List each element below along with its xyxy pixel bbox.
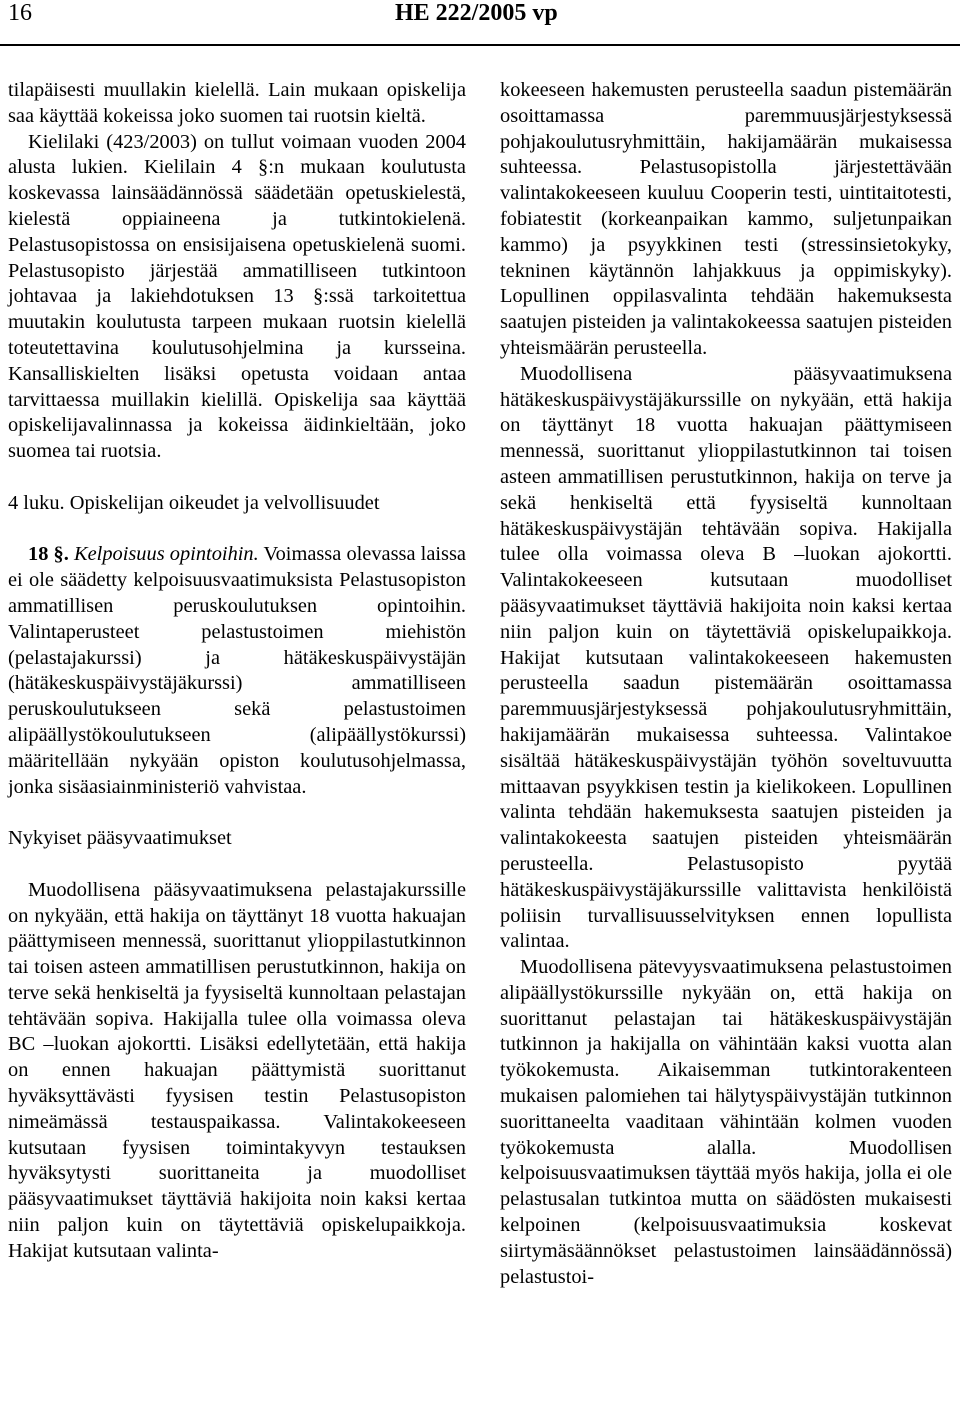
- paragraph: Muodollisena pätevyysvaatimuksena pelastustoimen alipäällystökurssille nykyään on, että hakija on suorittanut pelastajan tai hätäkeskuspäivystäjän tutkinnon ja hakijalla on vähintään kaksi vuotta alan työkokemusta. Aikaisemman tutkintorakenteen mukaisen palomiehen tai hälytyspäivystäjän tutkinnon suorittaneelta vaaditaan vähintään kolmen vuoden työkokemusta alalla. Muodollisen kelpoisuusvaatimuksen täyttää myös hakija, jolla ei ole pelastusalan tutkintoa mutta on säädösten mukaisesti kelpoinen (kelpoisuusvaatimuksia koskevat siirtymäsäännökset pelastustoimen lainsäädännössä) pelastustoi-: [500, 956, 952, 1288]
- left-column: [8, 78, 466, 1265]
- paragraph: tilapäisesti muullakin kielellä. Lain mukaan opiskelija saa käyttää kokeissa joko suomen tai ruotsin kieltä.: [8, 79, 466, 127]
- section-title: Kelpoisuus opintoihin.: [74, 543, 259, 566]
- paragraph: Muodollisena pääsyvaatimuksena pelastajakurssille on nykyään, että hakija on täyttänyt 18 vuotta hakuajan päättymiseen mennessä, suorittanut ylioppilastutkinnon tai toisen asteen ammatillisen perustutkinnon, hakija on terve sekä henkiseltä ja fyysiseltä kunnoltaan pelastajan tehtävään sopiva. Hakijalla tulee olla voimassa oleva BC –luokan ajokortti. Lisäksi edellytetään, että hakija on ennen hakuajan päättymistä suorittanut hyväksyttävästi fyysisen testin Pelastusopiston nimeämässä testauspaikassa. Valintakokeeseen kutsutaan fyysisen toimintakyvyn testauksen hyväksytysti suorittaneita ja muodolliset pääsyvaatimukset täyttäviä hakijoita noin kaksi kertaa niin paljon kuin on täytettäviä opiskelupaikkoja. Hakijat kutsutaan valinta-: [8, 878, 466, 1262]
- section-number: 18 §.: [28, 543, 69, 566]
- running-head: HE 222/2005 vp: [395, 0, 558, 26]
- paragraph: Muodollisena pääsyvaatimuksena hätäkeskuspäivystäjäkurssille on nykyään, että hakija on täyttänyt 18 vuotta hakuajan päättymiseen mennessä, suorittanut ylioppilastutkinnon tai toisen asteen ammatillisen perustutkinnon, hakija on terve ja sekä henkiseltä että fyysiseltä kunnoltaan hätäkeskuspäivystäjän tehtävään sopiva. Hakijalla tulee olla voimassa oleva B –luokan ajokortti. Valintakokeeseen kutsutaan muodolliset pääsyvaatimukset täyttäviä hakijoita noin kaksi kertaa niin paljon kuin on täytettäviä opiskelupaikkoja. Hakijat kutsutaan valintakokeeseen hakemusten perusteella saadun pistemäärän osoittamassa paremmuusjärjestyksessä pohjakoulutusryhmittäin, hakijamäärän mukaisessa suhteessa. Valintakoe sisältää hätäkeskuspäivystäjän työhön soveltuvuutta mittaavan psyykkisen testin ja kielikokeen. Lopullinen valinta tehdään hakemuksesta saatujen pisteiden ja valintakokeesta saatujen pisteiden yhteismäärän perusteella. Pelastusopisto pyytää hätäkeskuspäivystäjäkurssille valittavista henkilöistä poliisin turvallisuusselvityksen ennen lopullista valintaa.: [500, 362, 952, 953]
- section-text: Voimassa olevassa laissa ei ole säädetty kelpoisuusvaatimuksista Pelastusopiston ammatillisen peruskoulutuksen opintoihin. Valintaperusteet pelastustoimen miehistön (pelastajakurssi) ja hätäkeskuspäivystäjän (hätäkeskuspäivystäjäkurssi) ammatilliseen peruskoulutukseen sekä pelastustoimen alipäällystökoulutukseen (alipäällystökurssi) määritellään nykyään opiston koulutusohjelmassa, jonka sisäasiainministeriö vahvistaa.: [8, 543, 466, 798]
- section-paragraph: [8, 542, 466, 800]
- chapter-heading: 4 luku. Opiskelijan oikeudet ja velvollisuudet: [8, 491, 380, 514]
- spacer: [8, 800, 466, 826]
- spacer: [8, 465, 466, 491]
- page-number: 16: [8, 0, 32, 26]
- paragraph: kokeeseen hakemusten perusteella saadun pistemäärän osoittamassa paremmuusjärjestyksessä pohjakoulutusryhmittäin, hakijamäärän mukaisessa suhteessa. Pelastusopistolla järjestettävään valintakokeeseen kuuluu Cooperin testi, uintitaitotesti, fobiatestit (korkeanpaikan kammo, suljetunpaikan kammo) ja psyykkinen testi (stressinsietokyky, tekninen käytännön lahjakkuus ja oppimiskyky). Lopullinen oppilasvalinta tehdään hakemuksesta saatujen pisteiden ja valintakokeessa saatujen pisteiden yhteismäärän perusteella.: [500, 79, 952, 359]
- right-column: [500, 78, 952, 1290]
- paragraph: Kielilaki (423/2003) on tullut voimaan vuoden 2004 alusta lukien. Kielilain 4 §:n mukaan koulutusta koskevassa lainsäädännössä säädetään opetuskielestä, kielestä oppiaineena ja tutkintokielenä. Pelastusopistossa on ensisijaisena opetuskielenä suomi. Pelastusopisto järjestää ammatilliseen tutkintoon johtavaa ja lakiehdotuksen 13 §:ssä tarkoitettua muutakin koulutusta tarpeen mukaan ruotsin kielellä toteutettavina koulutusohjelmina ja kursseina. Kansalliskielten lisäksi opetusta voidaan antaa tarvittaessa muillakin kielillä. Opiskelija saa käyttää opiskelijavalinnassa ja kokeissa äidinkieltään, joko suomea tai ruotsia.: [8, 130, 466, 463]
- subheading: Nykyiset pääsyvaatimukset: [8, 827, 232, 850]
- header-rule: [0, 44, 960, 46]
- page-header: [0, 0, 960, 52]
- spacer: [8, 517, 466, 543]
- spacer: [8, 852, 466, 878]
